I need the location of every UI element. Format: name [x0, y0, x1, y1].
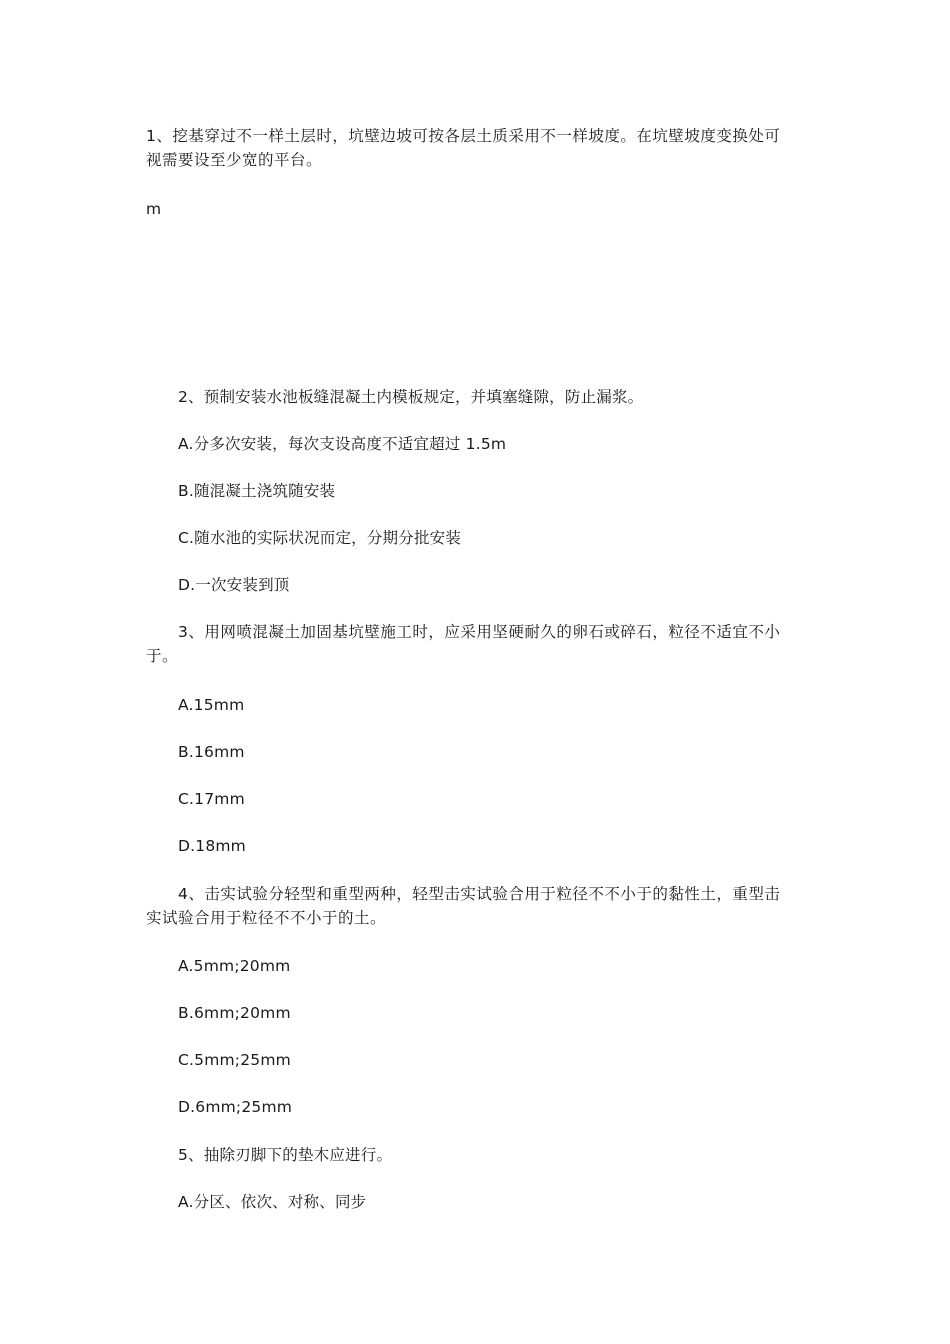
question-3-option-a: A.15mm [178, 696, 245, 714]
question-2-option-a: A.分多次安装，每次支设高度不适宜超过 1.5m [178, 435, 507, 453]
question-3-option-d: D.18mm [178, 837, 246, 855]
question-3-option-b: B.16mm [178, 743, 245, 761]
question-4-option-b: B.6mm;20mm [178, 1004, 291, 1022]
question-2-option-c: C.随水池的实际状况而定，分期分批安装 [178, 529, 462, 547]
question-2-option-d: D.一次安装到顶 [178, 576, 290, 594]
question-2-stem: 2、预制安装水池板缝混凝土内模板规定，并填塞缝隙，防止漏浆。 [178, 388, 644, 406]
question-3-option-c: C.17mm [178, 790, 245, 808]
question-5-option-a: A.分区、依次、对称、同步 [178, 1193, 367, 1211]
question-4-option-c: C.5mm;25mm [178, 1051, 291, 1069]
question-1-unit: m [146, 200, 162, 218]
question-5-stem: 5、抽除刃脚下的垫木应进行。 [178, 1146, 393, 1164]
question-4-option-d: D.6mm;25mm [178, 1098, 293, 1116]
question-1-stem: 1、挖基穿过不一样土层时，坑壁边坡可按各层土质采用不一样坡度。在坑壁坡度变换处可视需要设至少宽的平台。 [146, 127, 781, 169]
question-3-stem: 3、用网喷混凝土加固基坑壁施工时，应采用坚硬耐久的卵石或碎石，粒径不适宜不小于。 [146, 623, 781, 665]
question-4-stem: 4、击实试验分轻型和重型两种，轻型击实试验合用于粒径不不小于的黏性土，重型击实试验合用于粒径不不小于的土。 [146, 885, 781, 927]
question-2-option-b: B.随混凝土浇筑随安装 [178, 482, 336, 500]
question-4-option-a: A.5mm;20mm [178, 957, 291, 975]
